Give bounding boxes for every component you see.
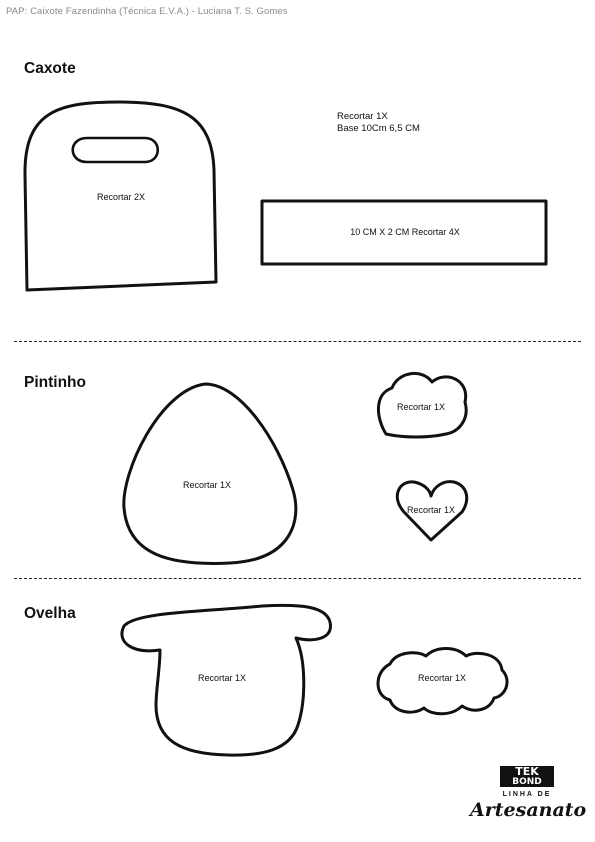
tek-text: TEK — [515, 765, 539, 778]
caxote-base-note — [337, 111, 420, 135]
ovelha-cloud-label: Recortar 1X — [417, 673, 467, 683]
section-title-caxote: Caxote — [24, 60, 76, 77]
caxote-handle-shape — [73, 138, 158, 162]
bond-text: BOND — [512, 777, 542, 787]
pintinho-heart-label: Recortar 1X — [406, 505, 456, 515]
caxote-strip-label: 10 CM X 2 CM Recortar 4X — [350, 227, 460, 237]
pintinho-body-label: Recortar 1X — [182, 480, 232, 490]
artesanato-text: Artesanato — [470, 799, 587, 821]
ovelha-head-label: Recortar 1X — [197, 673, 247, 683]
pintinho-crest-label: Recortar 1X — [396, 402, 446, 412]
pintinho-body-shape — [124, 384, 296, 563]
section-title-ovelha: Ovelha — [24, 605, 76, 622]
caxote-base-note-line1: Recortar 1X — [337, 111, 388, 122]
linha-de-text: LINHA DE — [502, 791, 552, 798]
section-title-pintinho: Pintinho — [24, 374, 86, 391]
page-header: PAP: Caixote Fazendinha (Técnica E.V.A.) - Luciana T. S. Gomes — [6, 6, 288, 17]
brand-logo — [470, 765, 587, 826]
caxote-base-note-line2: Base 10Cm 6,5 CM — [337, 123, 420, 134]
caxote-bag-label: Recortar 2X — [96, 192, 146, 202]
tek-bond-mark — [500, 766, 554, 787]
